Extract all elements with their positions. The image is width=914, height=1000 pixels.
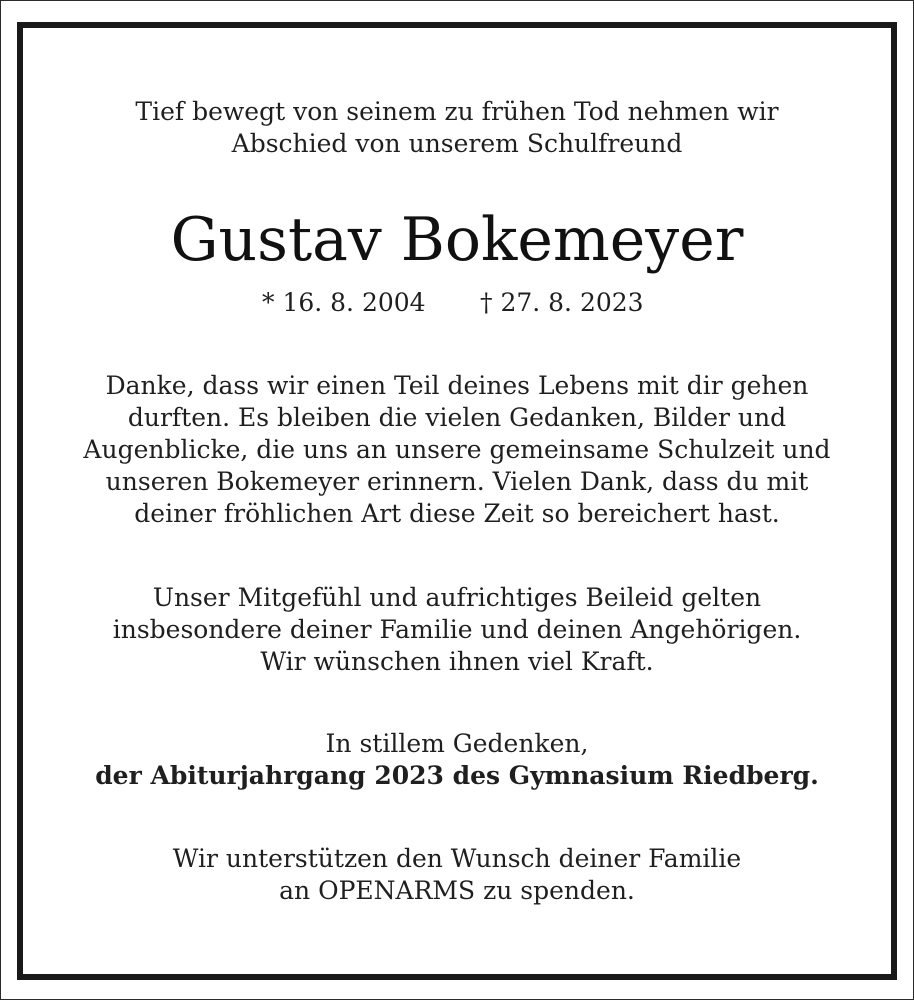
intro-line: Abschied von unserem Schulfreund xyxy=(231,129,683,158)
signoff xyxy=(0,728,914,792)
message-line: Danke, dass wir einen Teil deines Lebens mit dir gehen xyxy=(105,371,809,400)
donation-line: an OPENARMS zu spenden. xyxy=(279,876,635,905)
intro-line: Tief bewegt von seinem zu frühen Tod nehmen wir xyxy=(135,97,779,126)
condolence-line: insbesondere deiner Familie und deinen Angehörigen. xyxy=(112,615,802,644)
deceased-name: Gustav Bokemeyer xyxy=(170,205,744,275)
death-date: † 27. 8. 2023 xyxy=(480,288,644,317)
birth-date: * 16. 8. 2004 xyxy=(262,288,426,317)
condolence-line: Wir wünschen ihnen viel Kraft. xyxy=(260,647,654,676)
intro-text xyxy=(0,96,914,160)
signoff-line: In stillem Gedenken, xyxy=(325,729,589,758)
message-line: deiner fröhlichen Art diese Zeit so bereichert hast. xyxy=(134,499,780,528)
condolence-text xyxy=(0,582,914,678)
signer: der Abiturjahrgang 2023 des Gymnasium Riedberg. xyxy=(95,761,819,790)
message-line: durften. Es bleiben die vielen Gedanken, Bilder und xyxy=(127,403,787,432)
message-line: Augenblicke, die uns an unsere gemeinsame Schulzeit und xyxy=(83,435,831,464)
donation-text xyxy=(0,843,914,907)
message-text xyxy=(0,370,914,530)
donation-line: Wir unterstützen den Wunsch deiner Familie xyxy=(172,844,742,873)
condolence-line: Unser Mitgefühl und aufrichtiges Beileid gelten xyxy=(152,583,762,612)
message-line: unseren Bokemeyer erinnern. Vielen Dank, dass du mit xyxy=(105,467,809,496)
